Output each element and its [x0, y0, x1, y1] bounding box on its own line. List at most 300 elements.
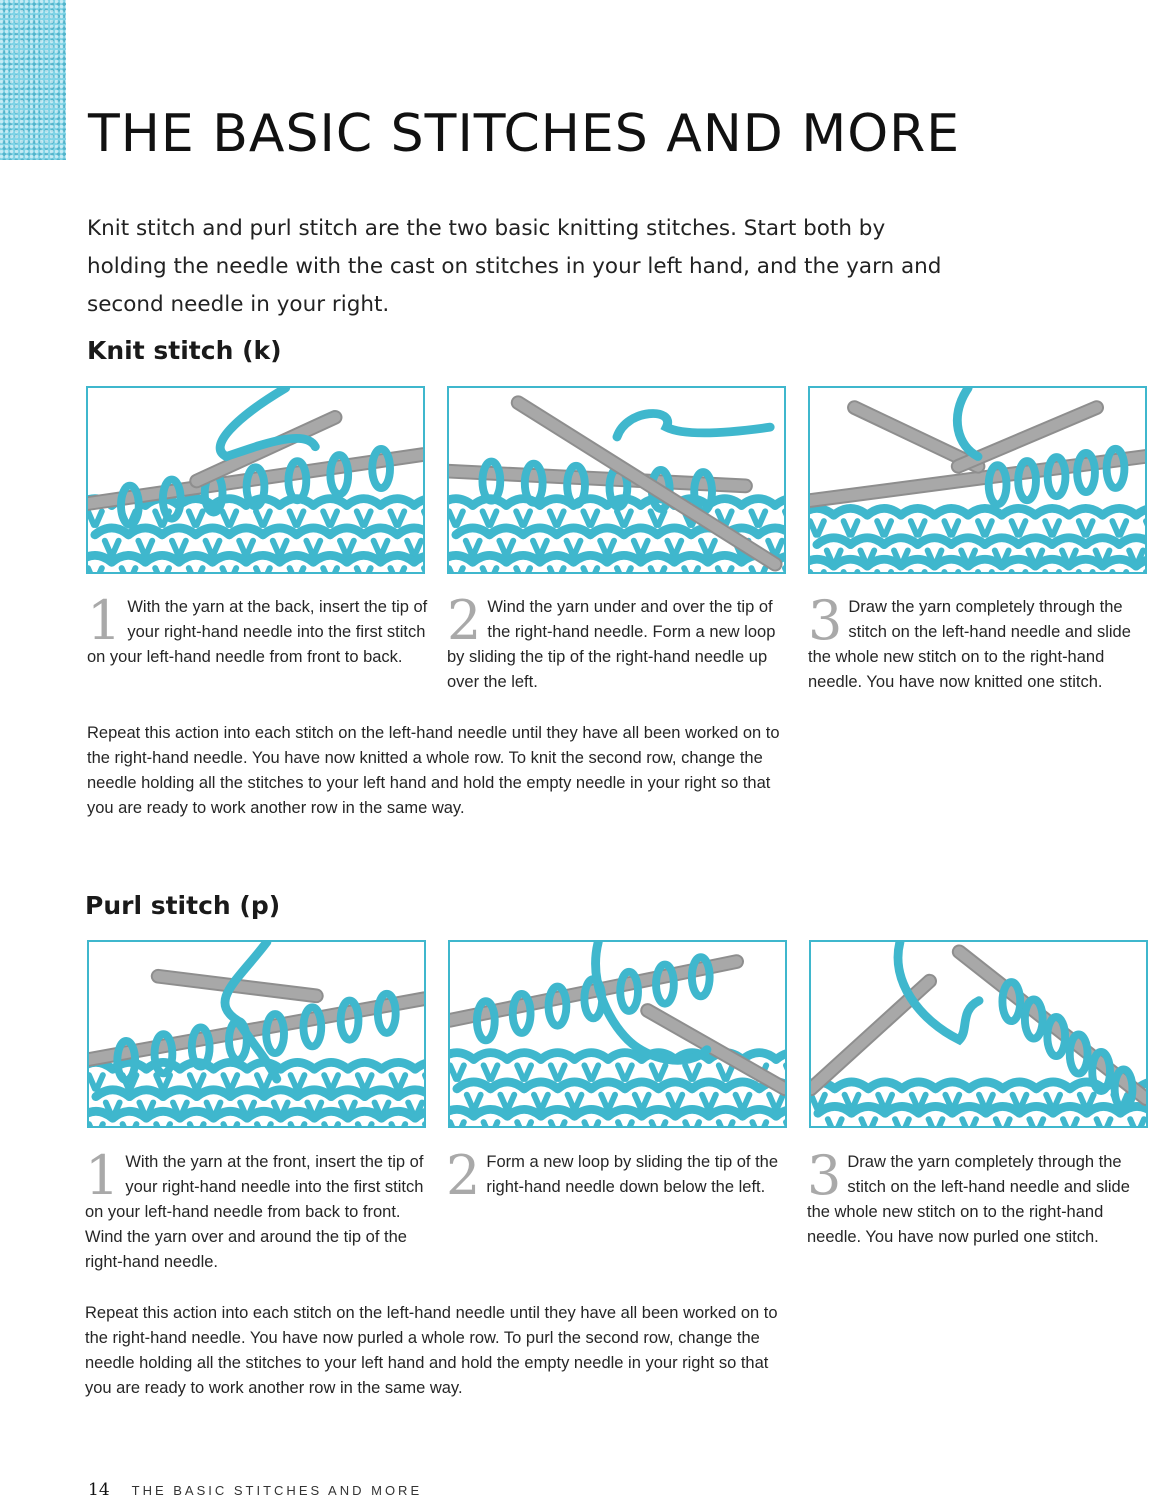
yarn-stitch-leg	[155, 568, 169, 572]
yarn-stitch-leg	[484, 1065, 498, 1079]
yarn-stitch-leg	[768, 541, 782, 555]
yarn-stitch	[1103, 508, 1137, 515]
yarn-stitch-leg	[340, 541, 354, 555]
yarn-stitch-leg	[752, 1122, 766, 1126]
yarn-stitch	[743, 1109, 777, 1116]
yarn-stitch	[775, 499, 784, 506]
yarn-stitch	[558, 1082, 592, 1089]
yarn-stitch-leg	[652, 1122, 666, 1126]
yarn-stitch-leg	[407, 541, 421, 555]
yarn-stitch	[214, 1111, 248, 1118]
yarn-stitch-leg	[357, 568, 371, 572]
page-footer	[88, 1480, 422, 1500]
yarn-stitch-leg	[390, 568, 404, 572]
yarn-stitch	[523, 528, 557, 535]
yarn-stitch-leg	[374, 541, 388, 555]
yarn-stitch	[196, 528, 230, 535]
yarn-stitch-leg	[929, 1119, 943, 1126]
yarn-stitch-leg	[449, 511, 463, 525]
yarn-stitch-leg	[844, 521, 858, 535]
yarn-stitch-leg	[1112, 521, 1126, 535]
yarn-stitch-leg	[122, 568, 136, 572]
yarn-stitch-leg	[1079, 521, 1093, 535]
yarn-stitch	[313, 499, 347, 506]
yarn-stitch	[852, 1106, 886, 1113]
yarn-stitch	[1136, 559, 1145, 566]
yarn-stitch	[397, 528, 423, 535]
yarn-stitch	[1020, 1106, 1054, 1113]
yarn-stitch	[247, 1111, 281, 1118]
yarn-stitch-leg	[551, 1122, 565, 1126]
yarn-stitch	[1035, 559, 1069, 566]
yarn-stitch	[902, 1082, 936, 1089]
yarn-stitch	[674, 555, 708, 562]
yarn-stitch-leg	[239, 541, 253, 555]
yarn-stitch-leg	[324, 1075, 338, 1089]
yarn-stitch-leg	[601, 1095, 615, 1109]
yarn-stitch-leg	[911, 521, 925, 535]
yarn-stitch	[474, 1053, 508, 1060]
yarn-stitch	[867, 508, 901, 515]
yarn-stitch-leg	[517, 1122, 531, 1126]
purl-step-3	[807, 1144, 1147, 1250]
yarn-stitch-leg	[533, 541, 547, 555]
yarn-stitch	[1136, 508, 1145, 515]
yarn-stitch	[347, 499, 381, 506]
yarn-stitch	[758, 528, 784, 535]
step-number: 3	[807, 1144, 842, 1207]
yarn-stitch	[364, 528, 398, 535]
yarn-stitch-leg	[962, 1119, 976, 1126]
step-number: 2	[447, 589, 482, 652]
step-text: Draw the yarn completely through the stitch on the left-hand needle and slide the whole new stitch on to the right-hand needle. You have now purled one stitch.	[807, 1153, 1130, 1246]
yarn-stitch	[507, 1053, 541, 1060]
knit-stitch-heading: Knit stitch (k)	[87, 336, 282, 365]
illustration-canvas	[450, 942, 785, 1126]
yarn-stitch	[709, 1109, 743, 1116]
yarn-stitch	[743, 1053, 777, 1060]
yarn-stitch-leg	[450, 1122, 464, 1126]
yarn-stitch-leg	[617, 511, 631, 525]
yarn-stitch	[1069, 508, 1103, 515]
knit-step-3	[808, 589, 1148, 695]
yarn-stitch	[985, 538, 1019, 545]
yarn-stitch-leg	[323, 568, 337, 572]
yarn-stitch	[557, 528, 591, 535]
yarn-stitch-leg	[652, 1065, 666, 1079]
yarn-stitch-leg	[685, 1122, 699, 1126]
working-yarn	[220, 388, 315, 457]
yarn-stitch	[456, 528, 490, 535]
yarn-stitch-leg	[810, 521, 824, 535]
yarn-stitch-leg	[568, 1095, 582, 1109]
yarn-stitch	[414, 499, 423, 506]
yarn-stitch-leg	[618, 1065, 632, 1079]
yarn-stitch	[776, 1053, 785, 1060]
page-number: 14	[88, 1480, 110, 1500]
yarn-stitch-leg	[467, 1095, 481, 1109]
yarn-stitch	[1002, 508, 1036, 515]
knit-step-2-illustration	[447, 386, 786, 574]
yarn-stitch	[348, 1062, 382, 1069]
yarn-stitch-leg	[583, 511, 597, 525]
illustration-canvas	[811, 942, 1146, 1126]
step-number: 3	[808, 589, 843, 652]
yarn-stitch-leg	[618, 1122, 632, 1126]
yarn-stitch-leg	[944, 521, 958, 535]
yarn-stitch	[851, 538, 885, 545]
yarn-stitch-leg	[89, 1124, 103, 1126]
yarn-stitch	[659, 1082, 693, 1089]
illustration-canvas	[449, 388, 784, 572]
yarn-stitch	[348, 1111, 382, 1118]
yarn-stitch-leg	[550, 511, 564, 525]
yarn-stitch	[918, 538, 952, 545]
yarn-stitch	[381, 499, 415, 506]
yarn-stitch	[146, 1111, 180, 1118]
yarn-stitch	[1087, 1106, 1121, 1113]
yarn-stitch	[919, 1106, 953, 1113]
yarn-stitch	[415, 1062, 424, 1069]
yarn-stitch-leg	[88, 568, 102, 572]
yarn-stitch	[901, 508, 935, 515]
yarn-stitch	[968, 559, 1002, 566]
yarn-stitch-leg	[828, 1119, 842, 1126]
yarn-stitch	[935, 508, 969, 515]
yarn-stitch	[382, 1111, 416, 1118]
yarn-stitch-leg	[684, 568, 698, 572]
yarn-stitch-leg	[1029, 1119, 1043, 1126]
yarn-stitch-leg	[483, 568, 497, 572]
yarn-stitch-leg	[450, 1065, 464, 1079]
knit-step-3-illustration	[808, 386, 1147, 574]
yarn-stitch-leg	[534, 1095, 548, 1109]
yarn-stitch	[179, 555, 213, 562]
step-number: 1	[87, 589, 122, 652]
yarn-stitch	[347, 555, 381, 562]
illustration-canvas	[88, 388, 423, 572]
yarn-stitch	[901, 559, 935, 566]
yarn-stitch	[264, 1090, 298, 1097]
yarn-stitch	[969, 1082, 1003, 1089]
yarn-stitch	[818, 1106, 852, 1113]
yarn-stitch-leg	[685, 1065, 699, 1079]
yarn-stitch-leg	[189, 568, 203, 572]
yarn-stitch	[381, 555, 415, 562]
intro-paragraph: Knit stitch and purl stitch are the two basic knitting stitches. Start both by holding the needle with the cast on stitches in your left hand, and the yarn and second needle in your right.	[87, 216, 942, 317]
yarn-stitch	[608, 1109, 642, 1116]
yarn-stitch-leg	[358, 1075, 372, 1089]
yarn-stitch	[1035, 508, 1069, 515]
yarn-stitch	[280, 555, 314, 562]
yarn-stitch	[692, 1082, 726, 1089]
yarn-stitch	[541, 1109, 575, 1116]
yarn-stitch-leg	[996, 1119, 1010, 1126]
purl-stitch-heading: Purl stitch (p)	[85, 891, 281, 920]
purl-step-2	[446, 1144, 791, 1207]
yarn-stitch-leg	[291, 1075, 305, 1089]
yarn-stitch-leg	[123, 1124, 137, 1126]
yarn-stitch	[1053, 1106, 1087, 1113]
yarn-stitch	[607, 555, 641, 562]
yarn-stitch-leg	[257, 1124, 271, 1126]
page-title: THE BASIC STITCHES AND MORE	[88, 104, 961, 164]
yarn-stitch	[590, 528, 624, 535]
yarn-stitch-leg	[172, 541, 186, 555]
step-text: Draw the yarn completely through the stitch on the left-hand needle and slide the whole new stitch on to the right-hand needle. You have now knitted one stitch.	[808, 598, 1131, 691]
yarn-stitch-leg	[105, 541, 119, 555]
yarn-stitch-leg	[256, 568, 270, 572]
yarn-stitch-leg	[751, 511, 765, 525]
yarn-stitch-leg	[138, 541, 152, 555]
yarn-stitch-leg	[861, 1119, 875, 1126]
yarn-stitch	[1019, 538, 1053, 545]
yarn-stitch-leg	[223, 1124, 237, 1126]
yarn-stitch-leg	[391, 1124, 405, 1126]
yarn-stitch	[130, 1090, 164, 1097]
yarn-stitch-leg	[567, 541, 581, 555]
yarn-stitch	[281, 1062, 315, 1069]
yarn-stitch-leg	[273, 541, 287, 555]
yarn-stitch	[541, 1053, 575, 1060]
yarn-stitch	[1119, 538, 1145, 545]
yarn-stitch-leg	[1097, 1119, 1111, 1126]
yarn-stitch-leg	[466, 541, 480, 555]
yarn-stitch-leg	[736, 1095, 750, 1109]
yarn-stitch-leg	[668, 1095, 682, 1109]
yarn-stitch-leg	[702, 1095, 716, 1109]
yarn-stitch-leg	[358, 1124, 372, 1126]
yarn-stitch-leg	[584, 1065, 598, 1079]
yarn-stitch	[163, 1090, 197, 1097]
yarn-stitch-leg	[257, 1075, 271, 1089]
yarn-stitch-leg	[516, 511, 530, 525]
step-text: With the yarn at the back, insert the tip of your right-hand needle into the first stitch on your left-hand needle from front to back.	[87, 598, 428, 666]
yarn-stitch-leg	[600, 541, 614, 555]
yarn-stitch	[675, 1109, 709, 1116]
yarn-stitch-leg	[223, 1075, 237, 1089]
illustration-canvas	[89, 942, 424, 1126]
yarn-stitch	[297, 528, 331, 535]
knit-texture-swatch	[0, 0, 66, 160]
yarn-stitch	[1036, 1082, 1070, 1089]
yarn-stitch	[263, 528, 297, 535]
yarn-stitch-leg	[719, 1065, 733, 1079]
step-text: With the yarn at the front, insert the tip of your right-hand needle into the first stitch on your left-hand needle from back to front. Wind the yarn over and around the tip of the right-hand needle.	[85, 1153, 424, 1271]
yarn-stitch	[867, 559, 901, 566]
yarn-stitch	[229, 528, 263, 535]
illustration-canvas	[810, 388, 1145, 572]
yarn-stitch	[398, 1090, 424, 1097]
yarn-stitch	[885, 1106, 919, 1113]
yarn-stitch-leg	[324, 1124, 338, 1126]
yarn-stitch-leg	[256, 511, 270, 525]
yarn-stitch	[490, 528, 524, 535]
yarn-stitch-leg	[306, 541, 320, 555]
yarn-stitch	[968, 508, 1002, 515]
yarn-stitch	[382, 1062, 416, 1069]
yarn-stitch	[197, 1090, 231, 1097]
purl-step-1	[85, 1144, 430, 1275]
yarn-stitch	[834, 508, 868, 515]
yarn-stitch	[742, 499, 776, 506]
yarn-stitch-leg	[584, 1122, 598, 1126]
knit-repeat-paragraph: Repeat this action into each stitch on the left-hand needle until they have all been worked on to the right-hand needle. You have now knitted a whole row. To knit the second row, change the needle holding all the stitches to your left hand and hold the empty needle in your right so that you are ready to work another row in the same way.	[87, 724, 780, 817]
yarn-stitch	[230, 1090, 264, 1097]
yarn-stitch-leg	[635, 1095, 649, 1109]
yarn-stitch-leg	[550, 568, 564, 572]
knit-step-2	[447, 589, 792, 695]
yarn-stitch-leg	[718, 568, 732, 572]
yarn-stitch-leg	[290, 568, 304, 572]
yarn-stitch	[726, 1082, 760, 1089]
yarn-stitch	[935, 559, 969, 566]
yarn-stitch	[642, 1109, 676, 1116]
yarn-stitch	[507, 1109, 541, 1116]
yarn-stitch	[817, 538, 851, 545]
yarn-stitch-leg	[206, 541, 220, 555]
purl-step-1-illustration	[87, 940, 426, 1128]
yarn-stitch	[884, 538, 918, 545]
yarn-stitch	[591, 1082, 625, 1089]
yarn-stitch-leg	[291, 1124, 305, 1126]
yarn-stitch	[180, 1111, 214, 1118]
yarn-stitch-leg	[190, 1075, 204, 1089]
yarn-stitch-leg	[769, 1095, 783, 1109]
yarn-stitch-leg	[634, 541, 648, 555]
yarn-stitch-leg	[500, 1095, 514, 1109]
yarn-stitch-leg	[88, 511, 102, 525]
yarn-stitch-leg	[751, 568, 765, 572]
yarn-stitch	[574, 555, 608, 562]
yarn-stitch	[986, 1106, 1020, 1113]
yarn-stitch-leg	[651, 511, 665, 525]
yarn-stitch-leg	[1012, 521, 1026, 535]
yarn-stitch	[624, 528, 658, 535]
yarn-stitch	[298, 1090, 332, 1097]
yarn-stitch-leg	[617, 568, 631, 572]
yarn-stitch	[708, 555, 742, 562]
yarn-stitch	[96, 1090, 130, 1097]
yarn-stitch	[835, 1082, 869, 1089]
yarn-stitch-leg	[189, 511, 203, 525]
yarn-stitch	[834, 559, 868, 566]
yarn-stitch	[457, 1082, 491, 1089]
yarn-stitch	[936, 1082, 970, 1089]
yarn-stitch	[313, 555, 347, 562]
yarn-stitch	[129, 528, 163, 535]
yarn-stitch-leg	[701, 541, 715, 555]
yarn-stitch	[951, 538, 985, 545]
running-head: THE BASIC STITCHES AND MORE	[131, 1483, 423, 1498]
yarn-stitch-leg	[390, 511, 404, 525]
yarn-stitch-leg	[499, 541, 513, 555]
yarn-stitch	[575, 1109, 609, 1116]
step-number: 2	[446, 1144, 481, 1207]
yarn-stitch	[246, 555, 280, 562]
yarn-stitch	[1103, 559, 1137, 566]
purl-step-3-illustration	[809, 940, 1148, 1128]
yarn-stitch-leg	[719, 1122, 733, 1126]
yarn-stitch-leg	[667, 541, 681, 555]
yarn-stitch	[506, 555, 540, 562]
yarn-stitch	[314, 1062, 348, 1069]
yarn-stitch	[365, 1090, 399, 1097]
yarn-stitch	[330, 528, 364, 535]
yarn-stitch	[331, 1090, 365, 1097]
yarn-stitch-leg	[877, 521, 891, 535]
working-yarn	[617, 414, 770, 437]
yarn-stitch-leg	[89, 1075, 103, 1089]
yarn-stitch	[491, 1082, 525, 1089]
yarn-stitch	[641, 555, 675, 562]
yarn-stitch	[414, 555, 423, 562]
yarn-stitch-leg	[323, 511, 337, 525]
knit-step-1	[87, 589, 432, 670]
yarn-stitch-leg	[391, 1075, 405, 1089]
yarn-stitch	[474, 1109, 508, 1116]
yarn-stitch	[281, 1111, 315, 1118]
yarn-stitch-leg	[895, 1119, 909, 1126]
yarn-stitch	[1086, 538, 1120, 545]
yarn-stitch-leg	[357, 511, 371, 525]
yarn-stitch	[1069, 559, 1103, 566]
yarn-stitch-leg	[651, 568, 665, 572]
yarn-stitch	[162, 528, 196, 535]
yarn-stitch	[415, 1111, 424, 1118]
yarn-stitch	[625, 1082, 659, 1089]
yarn-stitch	[952, 1106, 986, 1113]
purl-repeat-paragraph: Repeat this action into each stitch on the left-hand needle until they have all been worked on to the right-hand needle. You have now purled a whole row. To purl the second row, change the needle holding all the stitches to your left hand and hold the empty needle in your right so that you are ready to work another row in the same way.	[85, 1304, 778, 1397]
yarn-stitch-leg	[483, 511, 497, 525]
yarn-stitch	[1002, 559, 1036, 566]
yarn-stitch	[1052, 538, 1086, 545]
yarn-stitch	[658, 528, 692, 535]
yarn-stitch-leg	[516, 568, 530, 572]
step-text: Wind the yarn under and over the tip of the right-hand needle. Form a new loop by sliding the tip of the right-hand needle up over the left.	[447, 598, 776, 691]
yarn-stitch-leg	[551, 1065, 565, 1079]
yarn-stitch	[214, 1062, 248, 1069]
yarn-stitch	[1003, 1082, 1037, 1089]
yarn-stitch	[575, 1053, 609, 1060]
yarn-stitch	[112, 555, 146, 562]
yarn-stitch	[95, 528, 129, 535]
yarn-stitch	[540, 555, 574, 562]
yarn-stitch-leg	[156, 1124, 170, 1126]
yarn-stitch-leg	[1130, 1119, 1144, 1126]
yarn-stitch	[473, 555, 507, 562]
yarn-stitch-leg	[517, 1065, 531, 1079]
yarn-stitch	[868, 1082, 902, 1089]
yarn-stitch-leg	[222, 568, 236, 572]
yarn-stitch-leg	[1045, 521, 1059, 535]
knit-step-1-illustration	[86, 386, 425, 574]
yarn-stitch	[776, 1109, 785, 1116]
working-yarn	[957, 388, 978, 457]
yarn-stitch-leg	[222, 511, 236, 525]
step-number: 1	[85, 1144, 120, 1207]
yarn-stitch	[213, 555, 247, 562]
yarn-stitch-leg	[190, 1124, 204, 1126]
yarn-stitch-leg	[449, 568, 463, 572]
yarn-stitch-leg	[978, 521, 992, 535]
yarn-stitch	[314, 1111, 348, 1118]
yarn-stitch-leg	[484, 1122, 498, 1126]
yarn-stitch	[113, 1111, 147, 1118]
yarn-stitch-leg	[583, 568, 597, 572]
yarn-stitch	[524, 1082, 558, 1089]
yarn-stitch	[145, 555, 179, 562]
